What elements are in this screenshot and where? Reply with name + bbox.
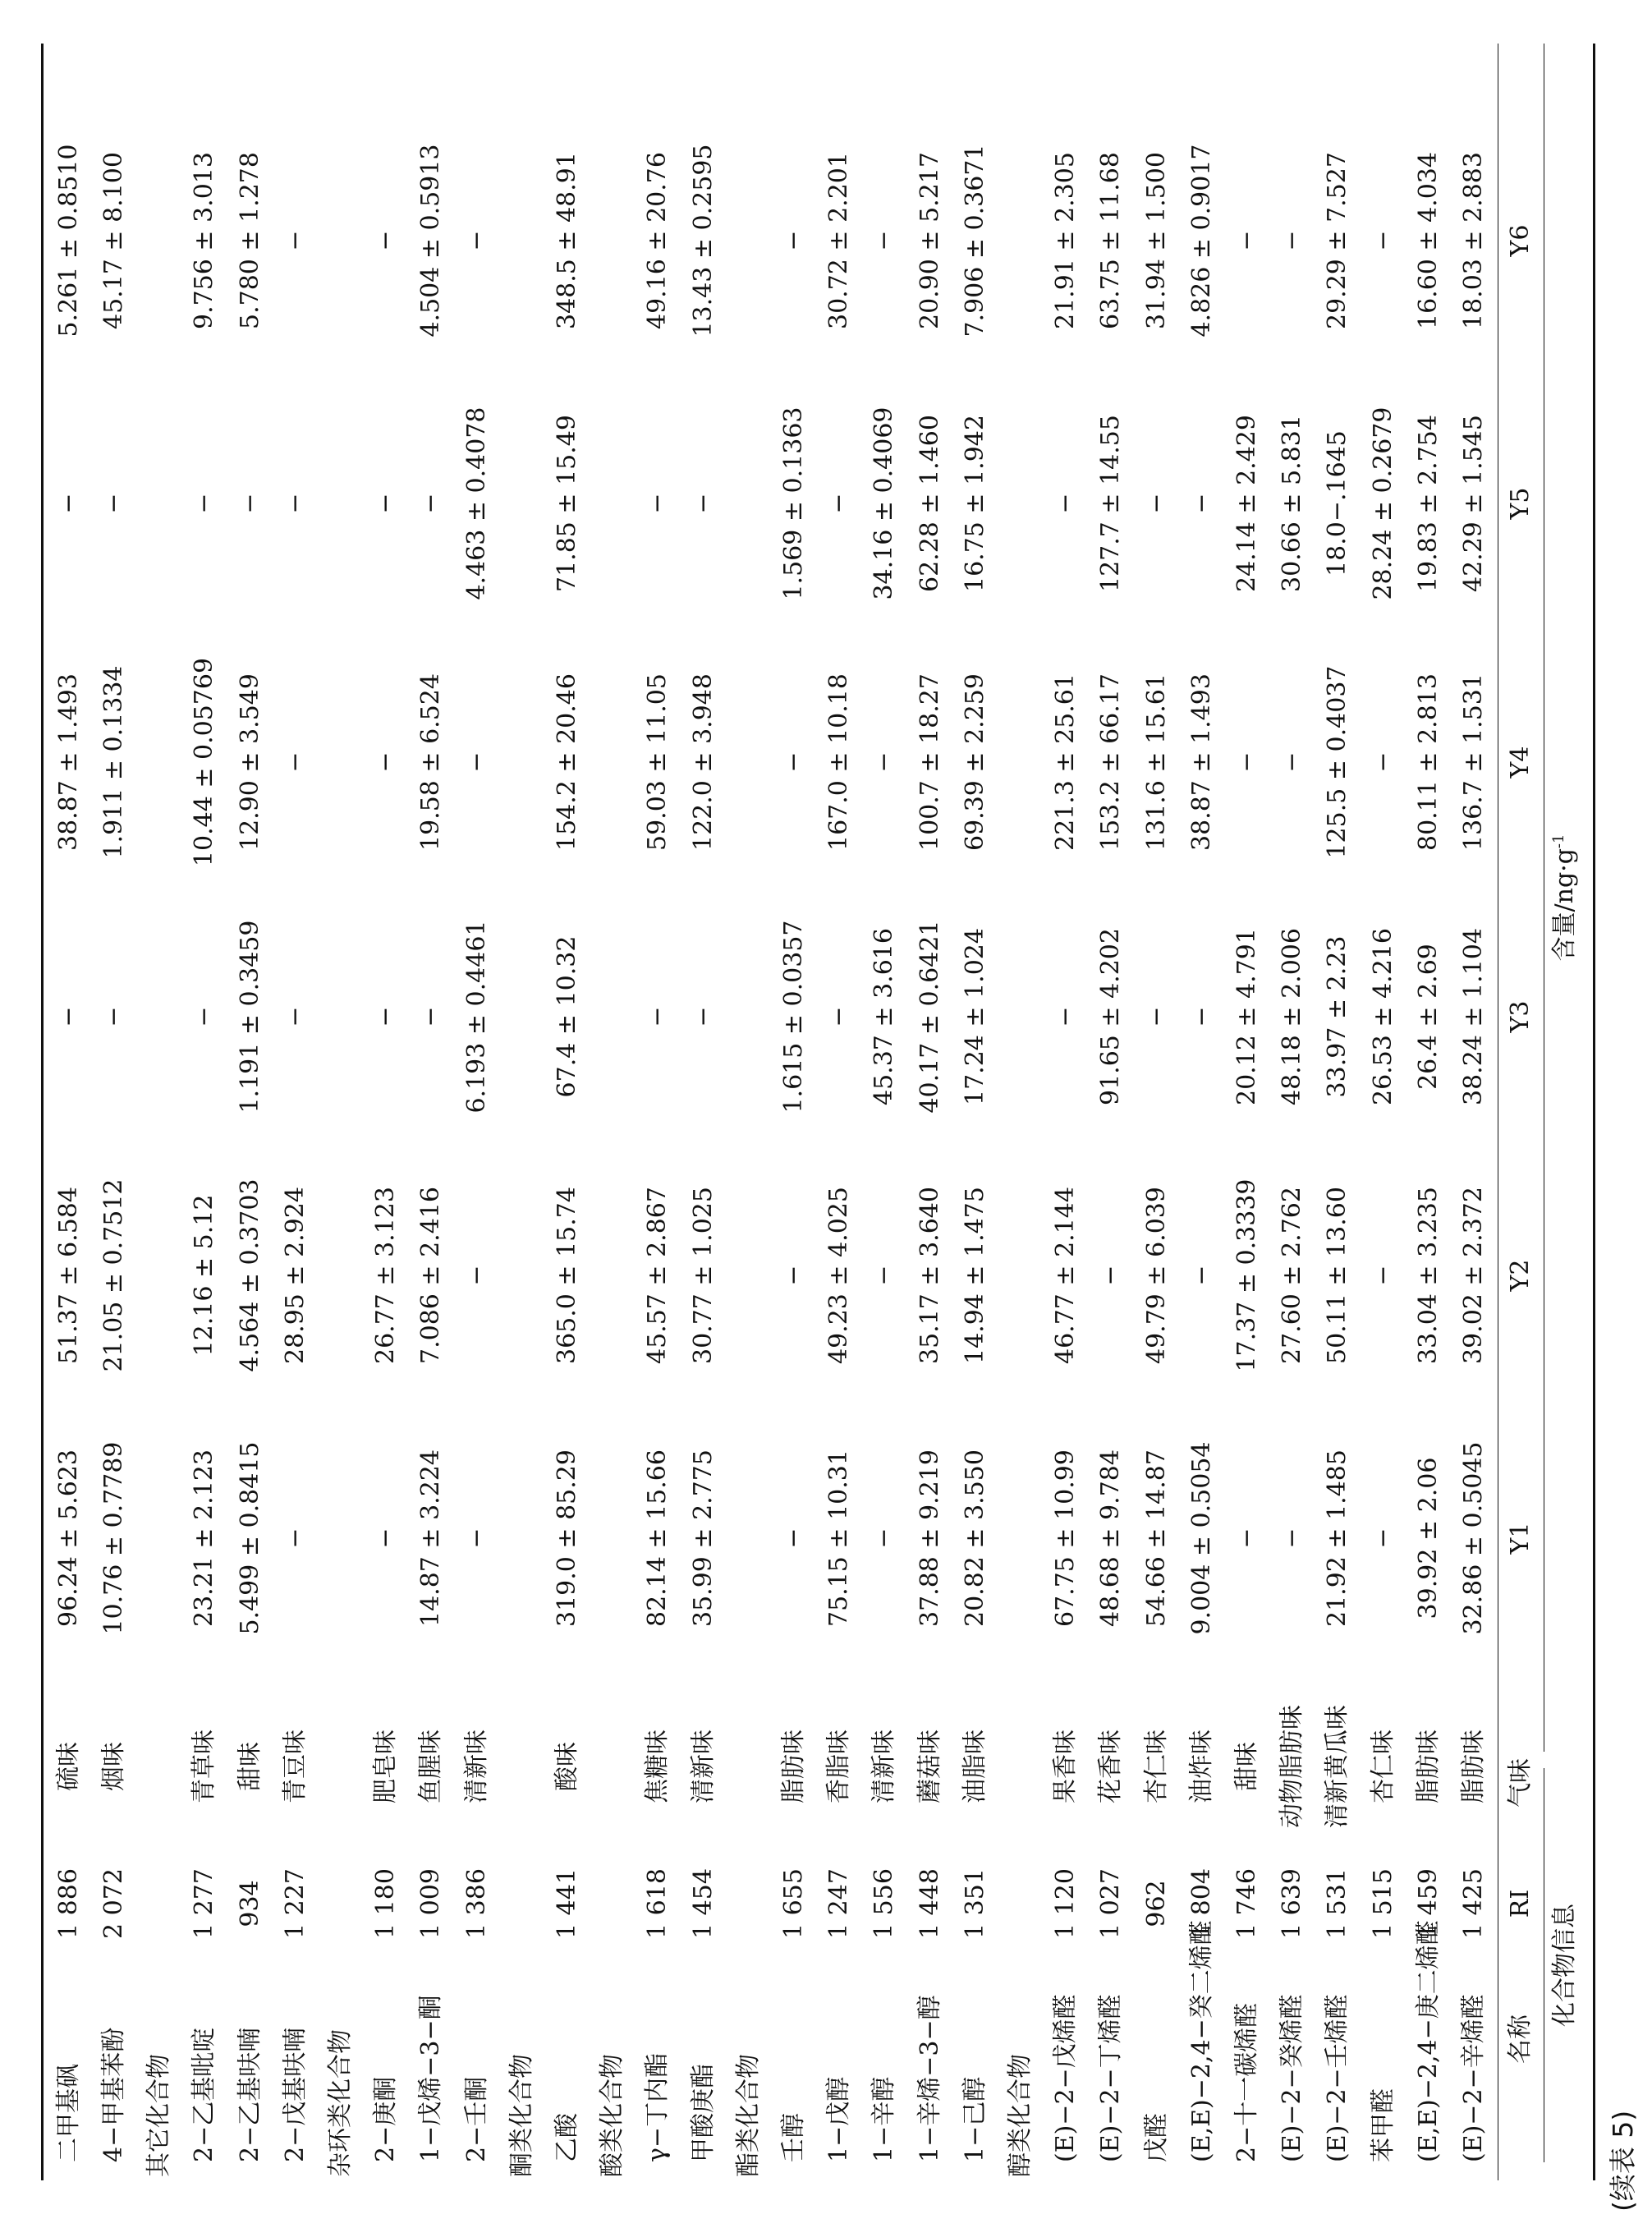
ri-value: 1 459 xyxy=(1413,1868,1443,1939)
y6-value: 16.60 ± 4.034 xyxy=(1413,152,1443,329)
y3-value: 26.4 ± 2.69 xyxy=(1413,944,1443,1090)
ri-value: 2 072 xyxy=(99,1868,128,1939)
compound-name: (E)−2−丁烯醛 xyxy=(1096,1994,1126,2162)
y5-value: 62.28 ± 1.460 xyxy=(915,415,944,592)
y1-value: 82.14 ± 15.66 xyxy=(643,1449,672,1627)
y6-value: 13.43 ± 0.2595 xyxy=(688,144,718,338)
y6-value: 30.72 ± 2.201 xyxy=(824,152,854,329)
y1-value: 21.92 ± 1.485 xyxy=(1323,1449,1352,1627)
y4-value: 100.7 ± 18.27 xyxy=(915,673,944,851)
y2-value: 49.23 ± 4.025 xyxy=(824,1187,854,1364)
compound-name: (E)−2−壬烯醛 xyxy=(1323,1994,1352,2162)
compound-name: (E,E)−2,4−癸二烯醛 xyxy=(1186,1920,1216,2162)
ri-value: 1 351 xyxy=(960,1868,989,1939)
y5-value: 1.569 ± 0.1363 xyxy=(779,407,808,600)
ri-value: 1 531 xyxy=(1323,1868,1352,1939)
y1-value: 5.499 ± 0.8415 xyxy=(235,1441,264,1635)
y3-value: 17.24 ± 1.024 xyxy=(960,928,989,1105)
y6-value: 9.756 ± 3.013 xyxy=(190,152,219,329)
y5-value: 24.14 ± 2.429 xyxy=(1232,415,1261,592)
y1-value: 35.99 ± 2.775 xyxy=(688,1449,718,1627)
ri-value: 1 180 xyxy=(371,1868,401,1939)
y1-value: − xyxy=(870,1527,899,1549)
y3-value: − xyxy=(1141,1006,1171,1027)
odor-value: 青草味 xyxy=(190,1730,219,1803)
ri-value: 1 515 xyxy=(1368,1868,1397,1939)
y6-value: 31.94 ± 1.500 xyxy=(1141,152,1171,329)
odor-value: 动物脂肪味 xyxy=(1278,1705,1307,1828)
column-header-5: Y3 xyxy=(1506,1000,1535,1033)
content-header-text: 含量/ng·g xyxy=(1550,848,1579,962)
y6-value: 5.261 ± 0.8510 xyxy=(53,144,83,338)
odor-value: 清新味 xyxy=(870,1730,899,1803)
odor-value: 杏仁味 xyxy=(1368,1730,1397,1803)
category-label: 酸类化合物 xyxy=(598,2054,627,2177)
odor-value: 鱼腥味 xyxy=(416,1730,446,1803)
y2-value: 17.37 ± 0.3339 xyxy=(1232,1178,1261,1372)
y3-value: − xyxy=(643,1006,672,1027)
ri-value: 1 746 xyxy=(1232,1868,1261,1939)
y3-value: 26.53 ± 4.216 xyxy=(1368,928,1397,1105)
y2-value: 12.16 ± 5.12 xyxy=(190,1194,219,1357)
y4-value: − xyxy=(779,751,808,773)
y6-value: − xyxy=(1368,230,1397,251)
y4-value: 154.2 ± 20.46 xyxy=(553,673,581,851)
y6-value: − xyxy=(870,230,899,251)
odor-value: 清新黄瓜味 xyxy=(1323,1705,1352,1828)
y1-value: − xyxy=(1232,1527,1261,1549)
y4-value: 153.2 ± 66.17 xyxy=(1096,673,1126,851)
y1-value: 75.15 ± 10.31 xyxy=(824,1449,854,1627)
y6-value: 49.16 ± 20.76 xyxy=(643,152,672,329)
y2-value: 7.086 ± 2.416 xyxy=(416,1187,446,1364)
ri-value: 1 556 xyxy=(870,1868,899,1939)
y5-value: − xyxy=(99,493,128,514)
y4-value: 167.0 ± 10.18 xyxy=(824,673,854,851)
y4-value: 10.44 ± 0.05769 xyxy=(190,657,219,867)
compound-name: 1−戊醇 xyxy=(824,2076,854,2162)
odor-value: 脂肪味 xyxy=(779,1730,808,1803)
y6-value: − xyxy=(779,230,808,251)
y4-value: − xyxy=(1232,751,1261,773)
odor-value: 油脂味 xyxy=(960,1730,989,1803)
y5-value: − xyxy=(643,493,672,514)
y1-value: 23.21 ± 2.123 xyxy=(190,1449,219,1627)
category-label: 酯类化合物 xyxy=(733,2054,763,2177)
y4-value: 38.87 ± 1.493 xyxy=(1186,673,1216,851)
y1-value: − xyxy=(1278,1527,1307,1549)
y2-value: 50.11 ± 13.60 xyxy=(1323,1187,1352,1364)
y4-value: 122.0 ± 3.948 xyxy=(688,673,718,851)
compound-name: 乙酸 xyxy=(553,2113,581,2162)
content-header xyxy=(1550,44,1580,1752)
compound-name: 1−戊烯−3−酮 xyxy=(416,1995,446,2162)
y6-value: 5.780 ± 1.278 xyxy=(235,152,264,329)
odor-value: 果香味 xyxy=(1051,1730,1081,1803)
ri-value: 1 639 xyxy=(1278,1868,1307,1939)
y2-value: 365.0 ± 15.74 xyxy=(553,1187,581,1364)
y1-value: 48.68 ± 9.784 xyxy=(1096,1449,1126,1627)
odor-value: 杏仁味 xyxy=(1141,1730,1171,1803)
y1-value: − xyxy=(1368,1527,1397,1549)
y2-value: 30.77 ± 1.025 xyxy=(688,1187,718,1364)
column-header-4: Y2 xyxy=(1506,1259,1535,1292)
compound-name: 1−辛烯−3−醇 xyxy=(915,1995,944,2162)
y2-value: 33.04 ± 3.235 xyxy=(1413,1187,1443,1364)
y6-value: 348.5 ± 48.91 xyxy=(553,152,581,329)
ri-value: 1 227 xyxy=(280,1868,310,1939)
y4-value: 80.11 ± 2.813 xyxy=(1413,673,1443,851)
y3-value: 1.191 ± 0.3459 xyxy=(235,920,264,1114)
ri-value: 1 454 xyxy=(688,1868,718,1939)
odor-value: 甜味 xyxy=(235,1742,264,1791)
y6-value: 18.03 ± 2.883 xyxy=(1459,152,1488,329)
odor-value: 清新味 xyxy=(688,1730,718,1803)
y3-value: − xyxy=(824,1006,854,1027)
compound-name: 甲酸庚酯 xyxy=(688,2064,718,2162)
y5-value: − xyxy=(280,493,310,514)
table-bottom-rule xyxy=(41,44,44,2180)
y2-value: 4.564 ± 0.3703 xyxy=(235,1178,264,1372)
odor-value: 肥皂味 xyxy=(371,1730,401,1803)
y1-value: 54.66 ± 14.87 xyxy=(1141,1449,1171,1627)
y2-value: 35.17 ± 3.640 xyxy=(915,1187,944,1364)
y5-value: − xyxy=(688,493,718,514)
odor-value: 花香味 xyxy=(1096,1730,1126,1803)
y1-value: 39.92 ± 2.06 xyxy=(1413,1457,1443,1619)
y3-value: 67.4 ± 10.32 xyxy=(553,935,581,1098)
ri-value: 962 xyxy=(1141,1880,1171,1927)
y5-value: − xyxy=(235,493,264,514)
y4-value: 221.3 ± 25.61 xyxy=(1051,673,1081,851)
y6-value: − xyxy=(371,230,401,251)
odor-value: 酸味 xyxy=(553,1742,581,1791)
y6-value: 4.504 ± 0.5913 xyxy=(416,144,446,338)
compound-name: 2−庚酮 xyxy=(371,2076,401,2162)
y3-value: − xyxy=(280,1006,310,1027)
y6-value: 29.29 ± 7.527 xyxy=(1323,152,1352,329)
ri-value: 1 277 xyxy=(190,1868,219,1939)
y4-value: 1.911 ± 0.1334 xyxy=(99,665,128,859)
odor-value: 脂肪味 xyxy=(1413,1730,1443,1803)
odor-value: 清新味 xyxy=(461,1730,491,1803)
ri-value: 934 xyxy=(235,1880,264,1927)
y3-value: − xyxy=(416,1006,446,1027)
y4-value: − xyxy=(1368,751,1397,773)
y1-value: 10.76 ± 0.7789 xyxy=(99,1441,128,1635)
ri-value: 1 120 xyxy=(1051,1868,1081,1939)
y4-value: 59.03 ± 11.05 xyxy=(643,673,672,851)
y6-value: − xyxy=(1278,230,1307,251)
ri-value: 1 441 xyxy=(553,1868,581,1939)
y4-value: − xyxy=(1278,751,1307,773)
odor-value: 烟味 xyxy=(99,1742,128,1791)
y4-value: − xyxy=(371,751,401,773)
odor-value: 蘑菇味 xyxy=(915,1730,944,1803)
y6-value: − xyxy=(461,230,491,251)
content-header-sup: -1 xyxy=(1550,834,1567,849)
ri-value: 1 655 xyxy=(779,1868,808,1939)
odor-value: 香脂味 xyxy=(824,1730,854,1803)
y2-value: 45.57 ± 2.867 xyxy=(643,1187,672,1364)
compound-name: 2−乙基吡啶 xyxy=(190,2027,219,2162)
compound-name: 2−戊基呋喃 xyxy=(280,2027,310,2162)
y4-value: 19.58 ± 6.524 xyxy=(416,673,446,851)
table-top-rule xyxy=(1593,44,1595,2180)
y4-value: 125.5 ± 0.4037 xyxy=(1323,665,1352,859)
column-header-8: Y6 xyxy=(1506,224,1535,257)
y3-value: 20.12 ± 4.791 xyxy=(1232,928,1261,1105)
y3-value: 6.193 ± 0.4461 xyxy=(461,920,491,1114)
compound-name: 2−壬酮 xyxy=(461,2076,491,2162)
y4-value: 12.90 ± 3.549 xyxy=(235,673,264,851)
y3-value: 91.65 ± 4.202 xyxy=(1096,928,1126,1105)
y2-value: 27.60 ± 2.762 xyxy=(1278,1187,1307,1364)
compound-info-header: 化合物信息 xyxy=(1550,1904,1579,2027)
y5-value: 71.85 ± 15.49 xyxy=(553,415,581,592)
y4-value: 69.39 ± 2.259 xyxy=(960,673,989,851)
y5-value: 18.0−.1645 xyxy=(1323,430,1352,577)
y4-value: 131.6 ± 15.61 xyxy=(1141,673,1171,851)
y6-value: 7.906 ± 0.3671 xyxy=(960,144,989,338)
y2-value: − xyxy=(1096,1265,1126,1286)
compound-name: (E)−2−戊烯醛 xyxy=(1051,1994,1081,2162)
ri-value: 1 448 xyxy=(915,1868,944,1939)
column-header-1: RI xyxy=(1506,1889,1535,1918)
column-header-0: 名称 xyxy=(1506,2014,1535,2064)
y2-value: 49.79 ± 6.039 xyxy=(1141,1187,1171,1364)
category-label: 醇类化合物 xyxy=(1006,2054,1035,2177)
ri-value: 1 027 xyxy=(1096,1868,1126,1939)
y1-value: − xyxy=(461,1527,491,1549)
y6-value: 20.90 ± 5.217 xyxy=(915,152,944,329)
compound-name: 2−乙基呋喃 xyxy=(235,2027,264,2162)
y6-value: 45.17 ± 8.100 xyxy=(99,152,128,329)
odor-value: 脂肪味 xyxy=(1459,1730,1488,1803)
category-label: 其它化合物 xyxy=(145,2054,174,2177)
y2-value: − xyxy=(779,1265,808,1286)
ri-value: 1 009 xyxy=(416,1868,446,1939)
ri-value: 1 886 xyxy=(53,1868,83,1939)
y3-value: − xyxy=(53,1006,83,1027)
y3-value: 38.24 ± 1.104 xyxy=(1459,928,1488,1105)
y5-value: − xyxy=(371,493,401,514)
y1-value: 37.88 ± 9.219 xyxy=(915,1449,944,1627)
category-label: 酮类化合物 xyxy=(507,2054,536,2177)
y5-value: 127.7 ± 14.55 xyxy=(1096,415,1126,592)
y2-value: 21.05 ± 0.7512 xyxy=(99,1178,128,1372)
y1-value: 20.82 ± 3.550 xyxy=(960,1449,989,1627)
continuation-label: (续表 5) xyxy=(1607,2110,1639,2212)
y3-value: − xyxy=(1051,1006,1081,1027)
odor-value: 油炸味 xyxy=(1186,1730,1216,1803)
y2-value: − xyxy=(1368,1265,1397,1286)
compound-name: 4−甲基苯酚 xyxy=(99,2027,128,2162)
y5-value: 30.66 ± 5.831 xyxy=(1278,415,1307,592)
y1-value: − xyxy=(371,1527,401,1549)
y6-value: 63.75 ± 11.68 xyxy=(1096,152,1126,329)
column-header-6: Y4 xyxy=(1506,746,1535,779)
y5-value: 16.75 ± 1.942 xyxy=(960,415,989,592)
y3-value: 45.37 ± 3.616 xyxy=(870,928,899,1105)
ri-value: 1 386 xyxy=(461,1868,491,1939)
ri-value: 1 618 xyxy=(643,1868,672,1939)
column-header-2: 气味 xyxy=(1506,1758,1535,1808)
y1-value: 67.75 ± 10.99 xyxy=(1051,1449,1081,1627)
compound-name: 2−十一碳烯醛 xyxy=(1232,2002,1261,2162)
odor-value: 硫味 xyxy=(53,1742,83,1791)
odor-value: 青豆味 xyxy=(280,1730,310,1803)
y5-value: − xyxy=(53,493,83,514)
y2-value: 28.95 ± 2.924 xyxy=(280,1187,310,1364)
y2-value: 39.02 ± 2.372 xyxy=(1459,1187,1488,1364)
y3-value: − xyxy=(688,1006,718,1027)
y4-value: 136.7 ± 1.531 xyxy=(1459,673,1488,851)
odor-value: 焦糖味 xyxy=(643,1730,672,1803)
compound-name: 1−辛醇 xyxy=(870,2076,899,2162)
column-header-7: Y5 xyxy=(1506,487,1535,520)
y1-value: − xyxy=(280,1527,310,1549)
y5-value: − xyxy=(1051,493,1081,514)
y1-value: 319.0 ± 85.29 xyxy=(553,1449,581,1627)
y5-value: 4.463 ± 0.4078 xyxy=(461,407,491,600)
compound-name: 苯甲醛 xyxy=(1368,2088,1397,2162)
y3-value: − xyxy=(190,1006,219,1027)
compound-name: (E,E)−2,4−庚二烯醛 xyxy=(1413,1920,1443,2162)
y5-value: − xyxy=(416,493,446,514)
y2-value: 51.37 ± 6.584 xyxy=(53,1187,83,1364)
y3-value: − xyxy=(1186,1006,1216,1027)
y4-value: − xyxy=(870,751,899,773)
y1-value: 96.24 ± 5.623 xyxy=(53,1449,83,1627)
y6-value: − xyxy=(280,230,310,251)
compound-name: 二甲基砜 xyxy=(53,2064,83,2162)
y2-value: 14.94 ± 1.475 xyxy=(960,1187,989,1364)
y5-value: − xyxy=(190,493,219,514)
y1-value: 14.87 ± 3.224 xyxy=(416,1449,446,1627)
y5-value: 19.83 ± 2.754 xyxy=(1413,415,1443,592)
y2-value: 26.77 ± 3.123 xyxy=(371,1187,401,1364)
y5-value: − xyxy=(1141,493,1171,514)
compound-name: 1−己醇 xyxy=(960,2076,989,2162)
ri-value: 1 247 xyxy=(824,1868,854,1939)
ri-value: 1 425 xyxy=(1459,1868,1488,1939)
y1-value: 9.004 ± 0.5054 xyxy=(1186,1441,1216,1635)
y3-value: 1.615 ± 0.0357 xyxy=(779,920,808,1114)
y3-value: 33.97 ± 2.23 xyxy=(1323,935,1352,1098)
y5-value: 42.29 ± 1.545 xyxy=(1459,415,1488,592)
y4-value: − xyxy=(280,751,310,773)
compound-name: γ−丁内酯 xyxy=(643,2052,672,2162)
ri-value: 1 804 xyxy=(1186,1868,1216,1939)
y3-value: − xyxy=(371,1006,401,1027)
y4-value: − xyxy=(461,751,491,773)
y6-value: 4.826 ± 0.9017 xyxy=(1186,144,1216,338)
compound-name: (E)−2−癸烯醛 xyxy=(1278,1994,1307,2162)
compound-name: 壬醇 xyxy=(779,2113,808,2162)
compound-name: (E)−2−辛烯醛 xyxy=(1459,1994,1488,2162)
y4-value: 38.87 ± 1.493 xyxy=(53,673,83,851)
y1-value: 32.86 ± 0.5045 xyxy=(1459,1441,1488,1635)
y6-value: − xyxy=(1232,230,1261,251)
compound-name: 戊醛 xyxy=(1141,2113,1171,2162)
y3-value: 40.17 ± 0.6421 xyxy=(915,920,944,1114)
y2-value: − xyxy=(870,1265,899,1286)
y2-value: − xyxy=(461,1265,491,1286)
y5-value: − xyxy=(1186,493,1216,514)
y5-value: 28.24 ± 0.2679 xyxy=(1368,407,1397,600)
y2-value: 46.77 ± 2.144 xyxy=(1051,1187,1081,1364)
odor-value: 甜味 xyxy=(1232,1742,1261,1791)
y1-value: − xyxy=(779,1527,808,1549)
category-label: 杂环类化合物 xyxy=(326,2029,355,2177)
y2-value: − xyxy=(1186,1265,1216,1286)
y3-value: − xyxy=(99,1006,128,1027)
column-header-3: Y1 xyxy=(1506,1522,1535,1555)
y5-value: − xyxy=(824,493,854,514)
y5-value: 34.16 ± 0.4069 xyxy=(870,407,899,600)
y3-value: 48.18 ± 2.006 xyxy=(1278,928,1307,1105)
y6-value: 21.91 ± 2.305 xyxy=(1051,152,1081,329)
